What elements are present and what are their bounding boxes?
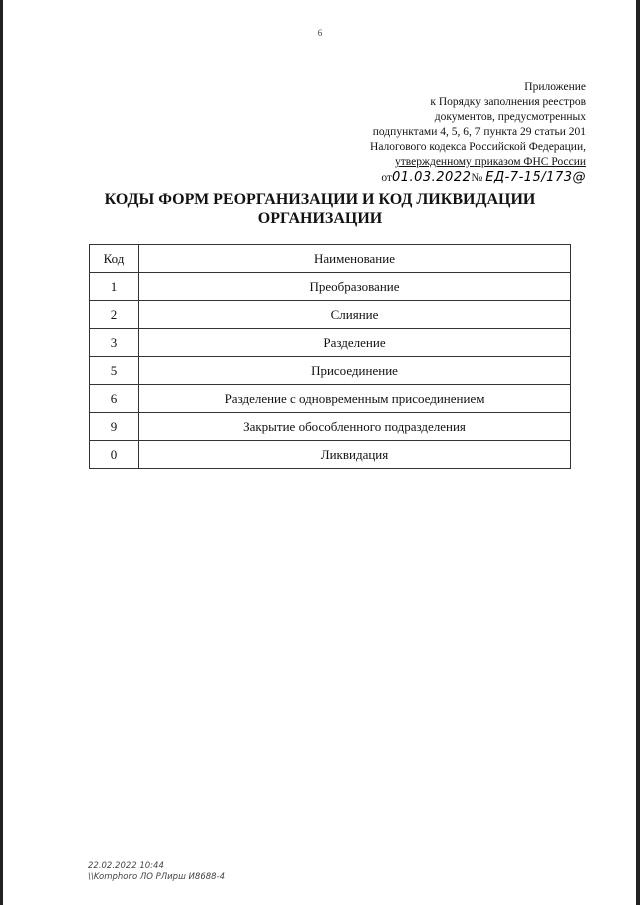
approval-line-subclauses: подпунктами 4, 5, 6, 7 пункта 29 статьи 201	[372, 126, 586, 138]
approval-line-procedure: к Порядку заполнения реестров	[430, 96, 586, 108]
table-row	[90, 385, 571, 413]
approval-line-tax-code: Налогового кодекса Российской Федерации,	[370, 141, 586, 153]
row-code: 0	[90, 441, 139, 469]
row-name: Разделение	[139, 329, 571, 357]
header-name: Наименование	[139, 245, 571, 273]
document-title-line-2: ОРГАНИЗАЦИИ	[257, 210, 383, 227]
table-row	[90, 301, 571, 329]
row-name: Разделение с одновременным присоединением	[139, 385, 571, 413]
approval-line-appendix: Приложение	[524, 81, 586, 93]
page-number: 6	[317, 28, 323, 38]
scan-edge-right	[636, 0, 640, 905]
print-footer	[88, 861, 225, 883]
table-row	[90, 357, 571, 385]
date-prefix: от	[381, 172, 392, 184]
header-code: Код	[90, 245, 139, 273]
document-title-line-1: КОДЫ ФОРМ РЕОРГАНИЗАЦИИ И КОД ЛИКВИДАЦИИ	[104, 191, 536, 208]
approval-line-documents: документов, предусмотренных	[434, 111, 586, 123]
print-timestamp: 22.02.2022 10:44	[88, 861, 164, 871]
table-row	[90, 413, 571, 441]
row-name: Закрытие обособленного подразделения	[139, 413, 571, 441]
approval-line-date	[370, 170, 586, 186]
table-header-row	[90, 245, 571, 273]
number-prefix: №	[471, 172, 483, 184]
row-code: 5	[90, 357, 139, 385]
table-row	[90, 273, 571, 301]
reorganization-codes-table	[89, 244, 571, 469]
table-row	[90, 329, 571, 357]
document-title	[0, 190, 640, 228]
print-path: \\Komphoro ЛО РЛирш И8688-4	[88, 872, 226, 882]
approval-line-order: утвержденному приказом ФНС России	[395, 156, 586, 168]
row-name: Присоединение	[139, 357, 571, 385]
row-name: Ликвидация	[139, 441, 571, 469]
approval-block	[370, 80, 586, 186]
row-name: Преобразование	[139, 273, 571, 301]
row-code: 9	[90, 413, 139, 441]
row-name: Слияние	[139, 301, 571, 329]
row-code: 1	[90, 273, 139, 301]
handwritten-date: 01.03.2022	[391, 170, 472, 185]
scan-edge-left	[0, 0, 3, 905]
row-code: 6	[90, 385, 139, 413]
handwritten-order-number: ЕД-7-15/173@	[485, 170, 586, 185]
row-code: 2	[90, 301, 139, 329]
table-row	[90, 441, 571, 469]
row-code: 3	[90, 329, 139, 357]
